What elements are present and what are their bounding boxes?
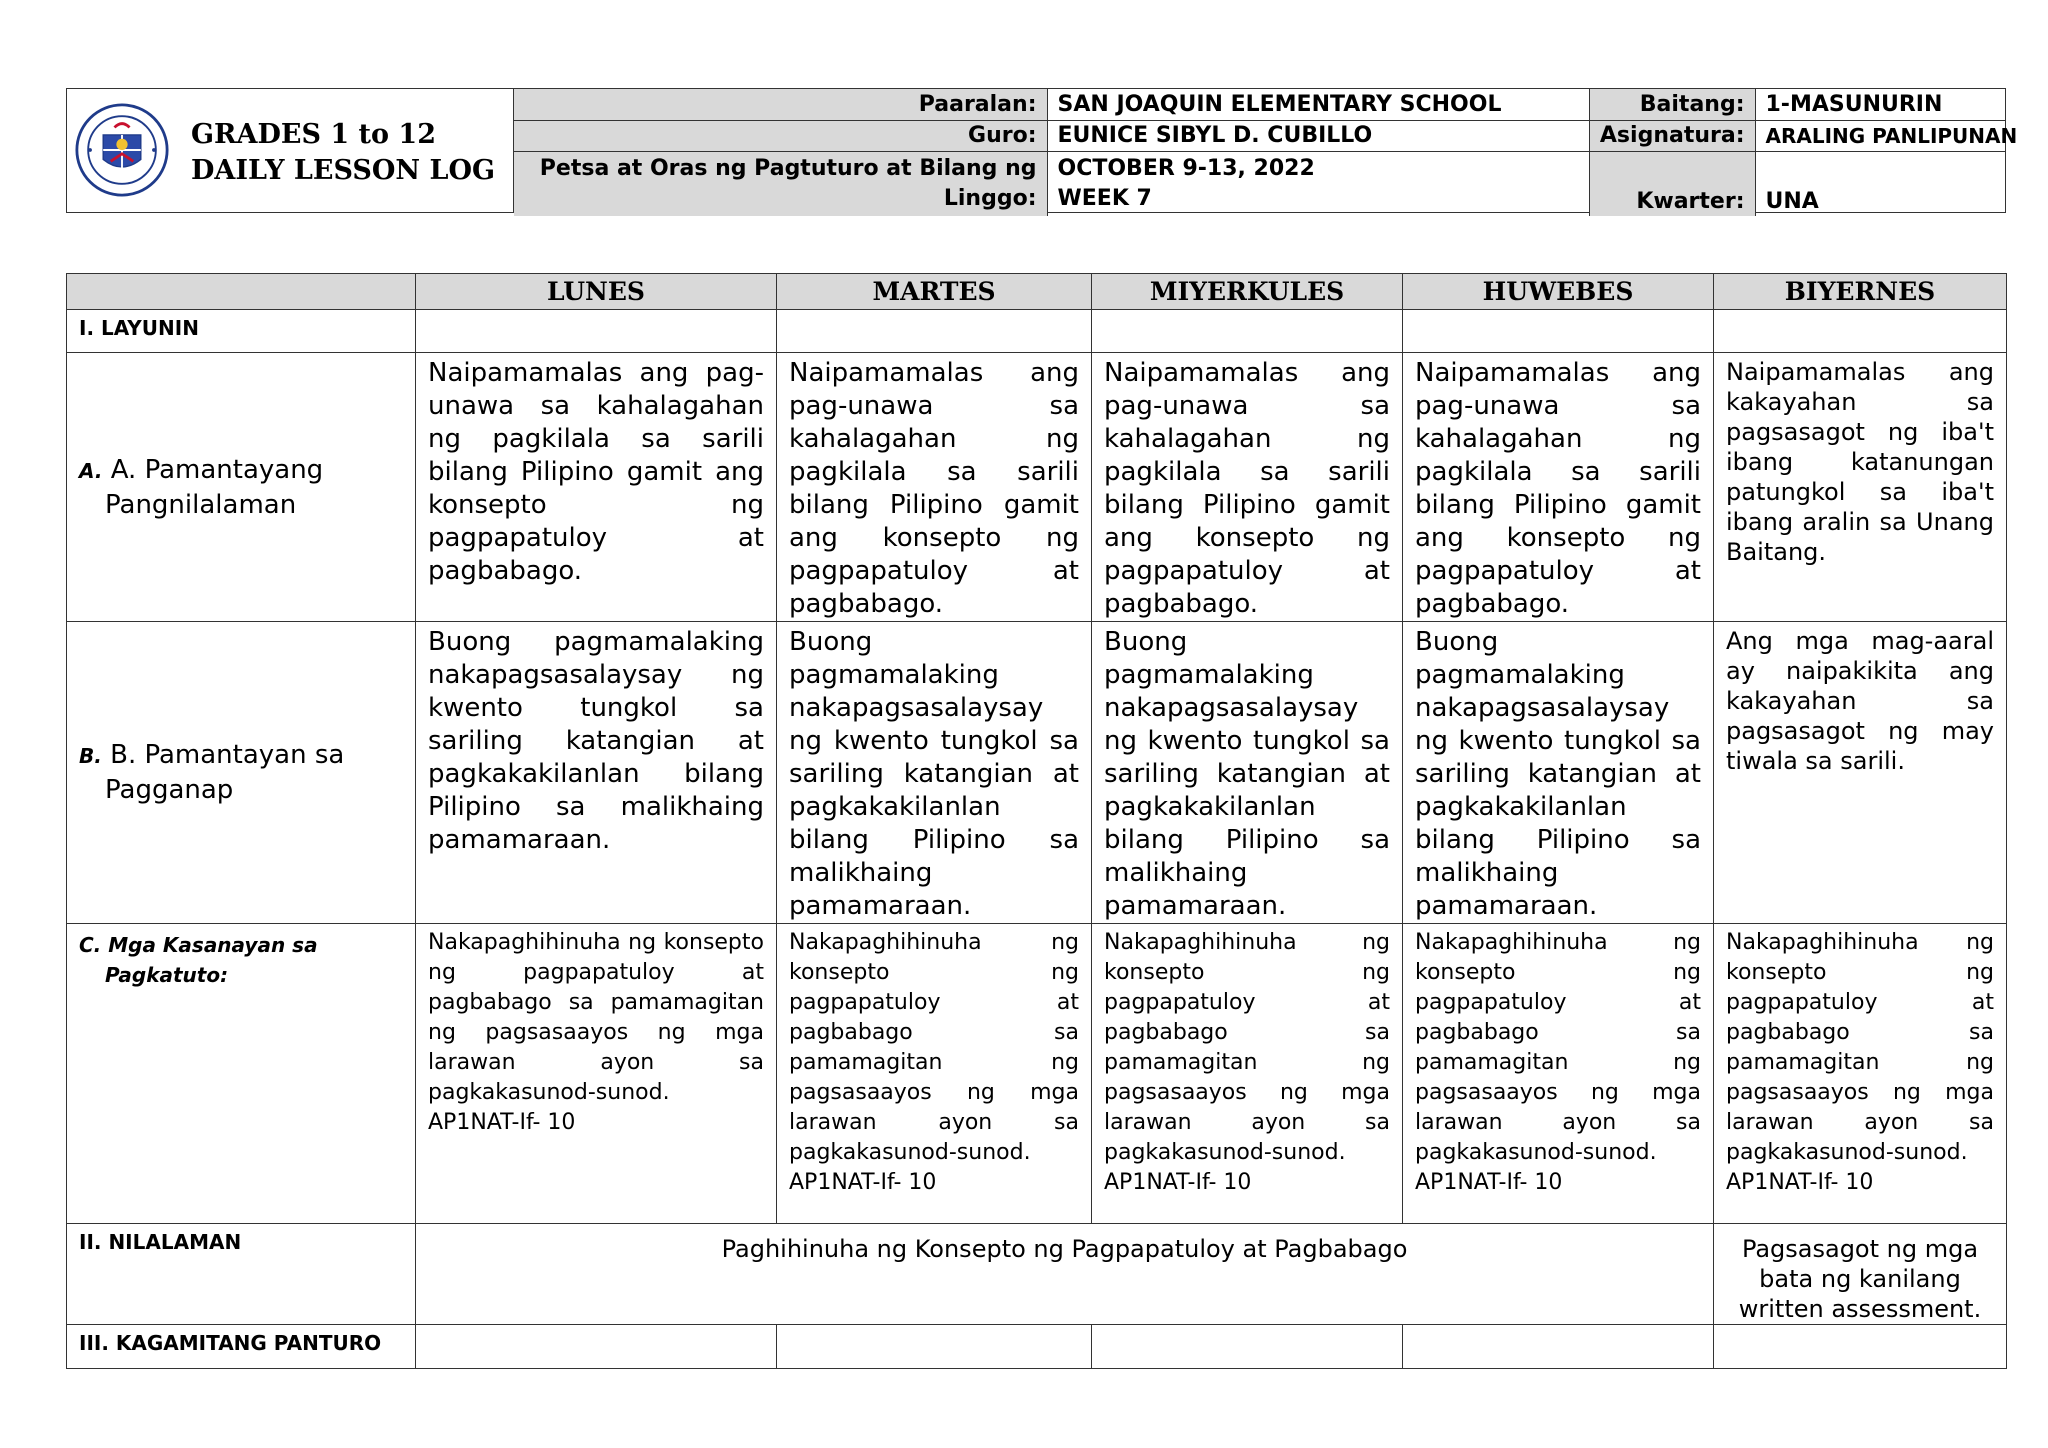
row-letter-b: B. xyxy=(79,744,102,768)
row-label-line-1: B. Pamantayan sa xyxy=(110,740,345,770)
layunin-cell xyxy=(1403,310,1714,353)
petsa-label xyxy=(514,151,1047,216)
kwarter-label: Kwarter: xyxy=(1589,151,1755,216)
pagganap-cell-martes: Buong pagmamalaking nakapagsasalaysay ng kwento tungkol sa sariling katangian at pagkakakilanlan bilang Pilipino sa malikhaing pamamaraan. xyxy=(777,622,1092,924)
row-label-line-2: Pangnilalaman xyxy=(105,489,297,520)
day-header-huwebes: HUWEBES xyxy=(1403,274,1714,310)
asignatura-value: ARALING PANLIPUNAN xyxy=(1755,120,2005,151)
pagganap-cell-miyerkules: Buong pagmamalaking nakapagsasalaysay ng kwento tungkol sa sariling katangian at pagkakakilanlan bilang Pilipino sa malikhaing pamamaraan. xyxy=(1092,622,1403,924)
pagganap-cell-lunes: Buong pagmamalaking nakapagsasalaysay ng kwento tungkol sa sariling katangian at pagkakakilanlan bilang Pilipino sa malikhaing pamamaraan. xyxy=(416,622,777,924)
title-line-1: GRADES 1 to 12 xyxy=(191,119,436,150)
layunin-cell xyxy=(1714,310,2007,353)
row-label-line-1: C. Mga Kasanayan sa xyxy=(79,933,318,957)
pamantayang-cell-biyernes: Naipamamalas ang kakayahan sa pagsasagot ng iba't ibang katanungan patungkol sa iba't ibang aralin sa Unang Baitang. xyxy=(1714,353,2007,622)
row-label-layunin: I. LAYUNIN xyxy=(67,310,416,353)
layunin-cell xyxy=(416,310,777,353)
kagamitan-cell xyxy=(1403,1325,1714,1369)
petsa-week: WEEK 7 xyxy=(1057,185,1152,211)
paaralan-value: SAN JOAQUIN ELEMENTARY SCHOOL xyxy=(1047,89,1589,120)
guro-value: EUNICE SIBYL D. CUBILLO xyxy=(1047,120,1589,151)
petsa-label-line-2: Linggo: xyxy=(943,185,1037,211)
lesson-log-table xyxy=(66,273,2006,1369)
lesson-log-header xyxy=(66,88,2018,214)
paaralan-label: Paaralan: xyxy=(514,89,1047,120)
baitang-value: 1-MASUNURIN xyxy=(1755,89,2005,120)
row-label-pamantayang-pangnilalaman xyxy=(67,353,416,622)
row-label-line-1: A. Pamantayang xyxy=(110,454,324,485)
kwarter-value: UNA xyxy=(1755,151,2005,216)
baitang-label: Baitang: xyxy=(1589,89,1755,120)
day-header-miyerkules: MIYERKULES xyxy=(1092,274,1403,310)
row-label-kagamitang-panturo: III. KAGAMITANG PANTURO xyxy=(67,1325,416,1369)
kagamitan-cell xyxy=(416,1325,777,1369)
petsa-label-line-1: Petsa at Oras ng Pagtuturo at Bilang ng xyxy=(539,155,1037,181)
kasanayan-cell-lunes: Nakapaghihinuha ng konsepto ng pagpapatuloy at pagbabago sa pamamagitan ng pagsasaayos ng mga larawan ayon sa pagkakasunod-sunod. AP1NAT-If- 10 xyxy=(416,924,777,1224)
pagganap-cell-biyernes: Ang mga mag-aaral ay naipakikita ang kakayahan sa pagsasagot ng may tiwala sa sarili. xyxy=(1714,622,2007,924)
pamantayang-cell-miyerkules: Naipamamalas ang pag-unawa sa kahalagahan ng pagkilala sa sarili bilang Pilipino gamit ang konsepto ng pagpapatuloy at pagbabago. xyxy=(1092,353,1403,622)
title-line-2: DAILY LESSON LOG xyxy=(191,155,496,186)
kasanayan-cell-biyernes: Nakapaghihinuha ng konsepto ng pagpapatuloy at pagbabago sa pamamagitan ng pagsasaayos ng mga larawan ayon sa pagkakasunod-sunod. AP1NAT-If- 10 xyxy=(1714,924,2007,1224)
pagganap-cell-huwebes: Buong pagmamalaking nakapagsasalaysay ng kwento tungkol sa sariling katangian at pagkakakilanlan bilang Pilipino sa malikhaing pamamaraan. xyxy=(1403,622,1714,924)
layunin-cell xyxy=(777,310,1092,353)
deped-seal-icon xyxy=(75,103,169,197)
day-header-martes: MARTES xyxy=(777,274,1092,310)
petsa-value xyxy=(1047,151,1589,216)
pamantayang-cell-huwebes: Naipamamalas ang pag-unawa sa kahalagahan ng pagkilala sa sarili bilang Pilipino gamit ang konsepto ng pagpapatuloy at pagbabago. xyxy=(1403,353,1714,622)
pamantayang-cell-lunes: Naipamamalas ang pag-unawa sa kahalagahan ng pagkilala sa sarili bilang Pilipino gamit ang konsepto ng pagpapatuloy at pagbabago. xyxy=(416,353,777,622)
day-header-biyernes: BIYERNES xyxy=(1714,274,2007,310)
row-label-line-2: Pagkatuto: xyxy=(105,963,229,987)
petsa-date: OCTOBER 9-13, 2022 xyxy=(1057,155,1315,181)
kasanayan-cell-miyerkules: Nakapaghihinuha ng konsepto ng pagpapatuloy at pagbabago sa pamamagitan ng pagsasaayos ng mga larawan ayon sa pagkakasunod-sunod. AP1NAT-If- 10 xyxy=(1092,924,1403,1224)
header-title-block xyxy=(67,89,514,212)
row-label-line-2: Pagganap xyxy=(105,775,234,805)
kagamitan-cell xyxy=(1092,1325,1403,1369)
corner-cell xyxy=(67,274,416,310)
kasanayan-cell-huwebes: Nakapaghihinuha ng konsepto ng pagpapatuloy at pagbabago sa pamamagitan ng pagsasaayos ng mga larawan ayon sa pagkakasunod-sunod. AP1NAT-If- 10 xyxy=(1403,924,1714,1224)
row-letter-a: A. xyxy=(79,458,103,483)
layunin-cell xyxy=(1092,310,1403,353)
document-title xyxy=(191,117,495,189)
row-label-kasanayan xyxy=(67,924,416,1224)
asignatura-label: Asignatura: xyxy=(1589,120,1755,151)
day-header-lunes: LUNES xyxy=(416,274,777,310)
nilalaman-cell-biyernes: Pagsasagot ng mga bata ng kanilang written assessment. xyxy=(1714,1224,2007,1325)
pamantayang-cell-martes: Naipamamalas ang pag-unawa sa kahalagahan ng pagkilala sa sarili bilang Pilipino gamit ang konsepto ng pagpapatuloy at pagbabago. xyxy=(777,353,1092,622)
kasanayan-cell-martes: Nakapaghihinuha ng konsepto ng pagpapatuloy at pagbabago sa pamamagitan ng pagsasaayos ng mga larawan ayon sa pagkakasunod-sunod. AP1NAT-If- 10 xyxy=(777,924,1092,1224)
header-info-grid xyxy=(514,89,2018,214)
row-label-pamantayan-sa-pagganap xyxy=(67,622,416,924)
row-label-nilalaman: II. NILALAMAN xyxy=(67,1224,416,1325)
guro-label: Guro: xyxy=(514,120,1047,151)
nilalaman-cell-mon-thu: Paghihinuha ng Konsepto ng Pagpapatuloy at Pagbabago xyxy=(416,1224,1714,1325)
kagamitan-cell xyxy=(777,1325,1092,1369)
kagamitan-cell xyxy=(1714,1325,2007,1369)
